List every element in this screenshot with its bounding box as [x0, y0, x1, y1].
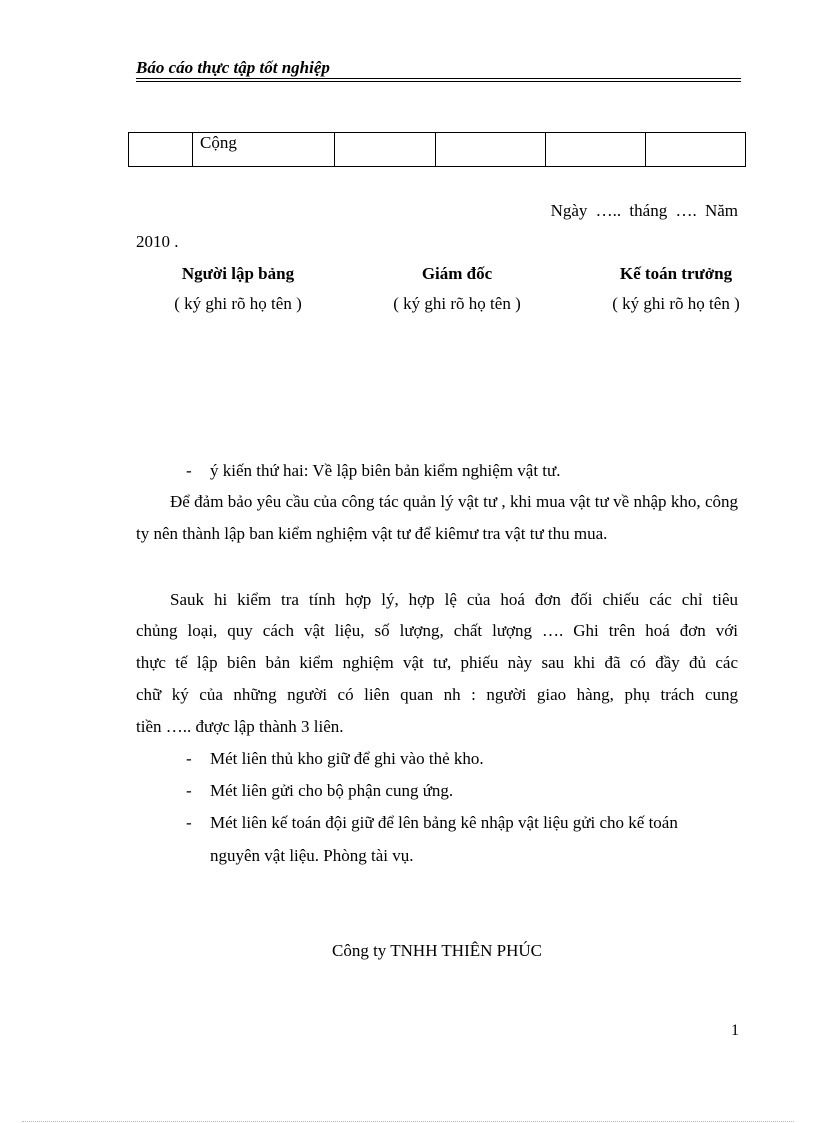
signature-note: ( ký ghi rõ họ tên ) [174, 294, 302, 313]
bullet-text: Mét liên thủ kho giữ để ghi vào thẻ kho. [210, 749, 484, 768]
signature-role: Giám đốc [421, 264, 493, 283]
bullet-text: ý kiến thứ hai: Về lập biên bản kiểm nghiệm vật tư. [210, 461, 561, 480]
table-cell-total-label: Cộng [193, 133, 335, 167]
paragraph-2-line: thực tế lập biên bản kiểm nghiệm vật tư, phiếu này sau khi đã có đầy đủ các [136, 653, 738, 672]
table-cell [436, 133, 546, 167]
table-cell [129, 133, 193, 167]
date-year: 2010 . [136, 232, 179, 251]
signature-role: Kế toán trưởng [619, 264, 733, 283]
table-row [129, 133, 746, 167]
table-cell [335, 133, 436, 167]
signature-block-director [357, 264, 557, 314]
page-number: 1 [731, 1022, 739, 1039]
signature-note: ( ký ghi rõ họ tên ) [393, 294, 521, 313]
paragraph-1: Để đảm bảo yêu cầu của công tác quản lý vật tư , khi mua vật tư về nhập kho, công ty nên thành lập ban kiểm nghiệm vật tư để kiêmư tra vật tư thu mua. [136, 492, 738, 543]
table-cell [546, 133, 646, 167]
paragraph-2-line: chủng loại, quy cách vật liệu, số lượng, chất lượng …. Ghi trên hoá đơn với [136, 621, 738, 640]
company-name: Công ty TNHH THIÊN PHÚC [332, 941, 542, 960]
signature-role: Người lập bảng [181, 264, 295, 283]
bullet-text: Mét liên kế toán đội giữ để lên bảng kê nhập vật liệu gửi cho kế toán [210, 813, 678, 832]
date-line: Ngày ….. tháng …. Năm [550, 201, 738, 220]
paragraph-2-line: Sauk hi kiểm tra tính hợp lý, hợp lệ của hoá đơn đối chiếu các chỉ tiêu [170, 590, 738, 609]
page-bottom-divider [22, 1121, 794, 1122]
table-cell [646, 133, 746, 167]
totals-table [128, 132, 746, 167]
paragraph-2-last-line: tiền ….. được lập thành 3 liên. [136, 717, 344, 736]
signature-block-preparer [138, 264, 338, 314]
bullet-dash: - [186, 749, 192, 768]
bullet-dash: - [186, 461, 192, 480]
signature-note: ( ký ghi rõ họ tên ) [612, 294, 740, 313]
paragraph-2-line: chữ ký của những người có liên quan nh : người giao hàng, phụ trách cung [136, 685, 738, 704]
header-rule-bottom [136, 81, 741, 82]
signature-block-chief-accountant [576, 264, 776, 314]
header-rule-top [136, 78, 741, 79]
list-item-continuation: nguyên vật liệu. Phòng tài vụ. [210, 846, 414, 865]
bullet-dash: - [186, 813, 192, 832]
bullet-dash: - [186, 781, 192, 800]
document-header-title: Báo cáo thực tập tốt nghiệp [136, 58, 330, 77]
bullet-text: Mét liên gửi cho bộ phận cung ứng. [210, 781, 454, 800]
